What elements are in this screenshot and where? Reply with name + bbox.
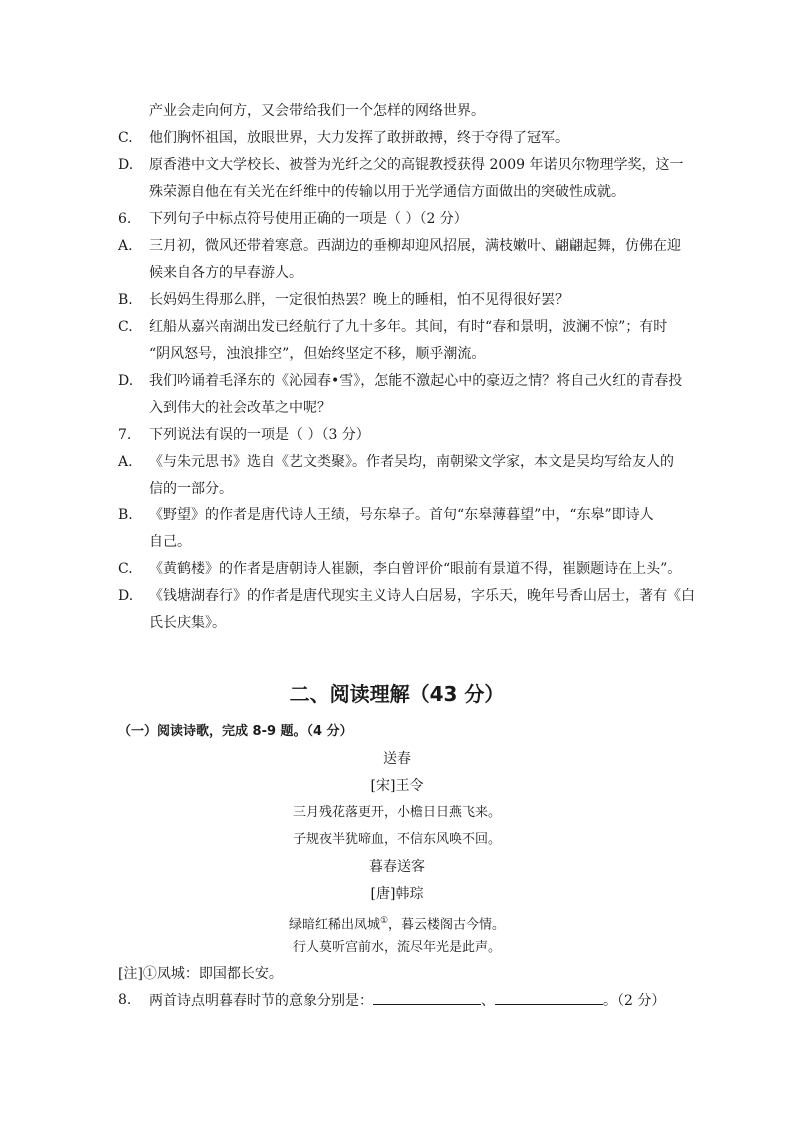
- q7-number: 7.: [118, 427, 132, 443]
- q8-number: 8.: [118, 992, 132, 1008]
- poem1-line1: 三月残花落更开，小檐日日燕飞来。: [292, 805, 501, 820]
- q6-number: 6.: [118, 211, 132, 227]
- poem1-line2: 子规夜半犹啼血，不信东风唤不回。: [292, 832, 501, 847]
- q6-option-d-label: D.: [118, 373, 134, 389]
- poem2-line1-part1: 绿暗红稀出凤城: [288, 917, 380, 933]
- q6-option-a-line2: 候来自各方的早春游人。: [149, 265, 303, 281]
- q7-option-a-label: A.: [118, 454, 133, 470]
- q8-separator: 、: [481, 993, 495, 1009]
- q6-option-c-line1: 红船从嘉兴南湖出发已经航行了九十多年。其间，有时“春和景明，波澜不惊”；有时: [149, 319, 668, 335]
- q7-option-a-line2: 信的一部分。: [149, 481, 233, 497]
- poem1-author: [宋]王令: [370, 778, 424, 794]
- q7-option-d-line1: 《钱塘湖春行》的作者是唐代现实主义诗人白居易，字乐天，晚年号香山居士，著有《白: [149, 588, 695, 604]
- poem2-line2: 行人莫听宫前水，流尽年光是此声。: [292, 940, 501, 955]
- q5-option-d-line2: 殊荣源自他在有关光在纤维中的传输以用于光学通信方面做出的突破性成就。: [149, 184, 625, 200]
- poem1-title: 送春: [383, 751, 411, 767]
- q7-option-d-label: D.: [118, 588, 134, 604]
- q7-option-c-text: 《黄鹤楼》的作者是唐朝诗人崔颢，李白曾评价“眼前有景道不得，崔颢题诗在上头”。: [149, 561, 682, 577]
- q8-stem: 两首诗点明暮春时节的意象分别是：: [149, 993, 373, 1009]
- q6-option-d-line2: 入到伟大的社会改革之中呢？: [149, 400, 331, 416]
- q7-option-b-line2: 自己。: [149, 534, 191, 550]
- q6-option-b-label: B.: [118, 292, 133, 308]
- section-title: 二、阅读理解（43 分）: [289, 682, 505, 706]
- footnote: [注]①凤城：即国都长安。: [118, 966, 283, 982]
- q7-option-c-label: C.: [118, 561, 133, 577]
- q7-option-a-line1: 《与朱元思书》选自《艺文类聚》。作者吴均，南朝梁文学家，本文是吴均写给友人的: [149, 454, 674, 470]
- q6-option-a-label: A.: [118, 238, 133, 254]
- subsection-title: （一）阅读诗歌，完成 8-9 题。（4 分）: [118, 724, 353, 739]
- poem2-title: 暮春送客: [369, 859, 425, 875]
- q5-option-d-line1: 原香港中文大学校长、被誉为光纤之父的高锟教授获得 2009 年诺贝尔物理学奖，这一: [149, 157, 684, 173]
- q6-stem: 下列句子中标点符号使用正确的一项是（ ）（2 分）: [149, 211, 468, 227]
- q7-stem: 下列说法有误的一项是（ ）（3 分）: [149, 427, 370, 443]
- q5-option-d-label: D.: [118, 157, 134, 173]
- q8-answer-blank-2[interactable]: [495, 990, 603, 1005]
- q8-tail: 。（2 分）: [603, 993, 666, 1009]
- q7-option-d-line2: 氏长庆集》。: [149, 615, 226, 631]
- q8-line: [149, 990, 665, 1011]
- q5-option-c-label: C.: [118, 130, 133, 146]
- q5-b-continuation: 产业会走向何方，又会带给我们一个怎样的网络世界。: [149, 103, 485, 119]
- q6-option-b-text: 长妈妈生得那么胖，一定很怕热罢？晚上的睡相，怕不见得很好罢？: [149, 292, 569, 308]
- poem2-author: [唐]韩琮: [370, 886, 424, 902]
- q7-option-b-line1: 《野望》的作者是唐代诗人王绩，号东皋子。首句“东皋薄暮望”中，“东皋”即诗人: [149, 507, 654, 523]
- q6-option-d-line1: 我们吟诵着毛泽东的《沁园春•雪》，怎能不激起心中的豪迈之情？将自己火红的青春投: [149, 373, 683, 389]
- q6-option-a-line1: 三月初，微风还带着寒意。西湖边的垂柳却迎风招展，满枝嫩叶、翩翩起舞，仿佛在迎: [149, 238, 681, 254]
- q7-option-b-label: B.: [118, 507, 133, 523]
- q8-answer-blank-1[interactable]: [373, 990, 481, 1005]
- poem2-line1-part2: ，暮云楼阁古今情。: [388, 917, 506, 933]
- q6-option-c-line2: “阴风怒号，浊浪排空”，但始终坚定不移，顺乎潮流。: [149, 346, 486, 362]
- footnote-marker: ①: [379, 916, 389, 926]
- poem2-line1: [0, 911, 794, 935]
- q5-option-c-text: 他们胸怀祖国，放眼世界，大力发挥了敢拼敢搏，终于夺得了冠军。: [149, 130, 569, 146]
- q6-option-c-label: C.: [118, 319, 133, 335]
